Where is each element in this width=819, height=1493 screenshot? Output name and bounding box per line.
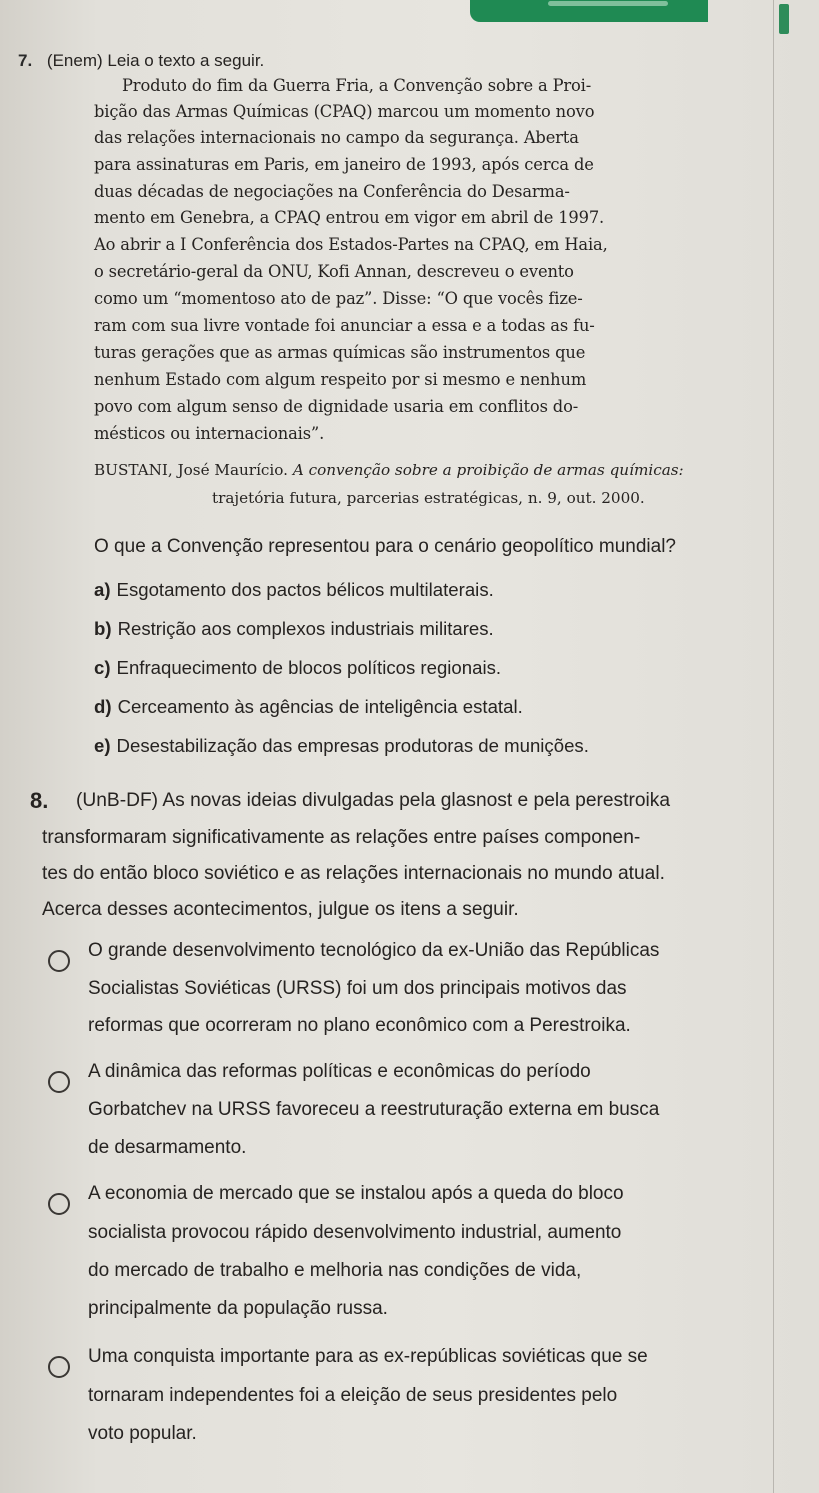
q7-passage-line: Ao abrir a I Conferência dos Estados-Partes na CPAQ, em Haia, bbox=[94, 235, 608, 254]
q8-stem-line: transformaram significativamente as relações entre países componen- bbox=[42, 827, 641, 848]
q7-passage-line: povo com algum senso de dignidade usaria em conflitos do- bbox=[94, 397, 579, 416]
q7-source: (Enem) Leia o texto a seguir. bbox=[46, 51, 265, 70]
q7-option-b[interactable]: b) Restrição aos complexos industriais militares. bbox=[94, 618, 494, 639]
q7-passage-line: para assinaturas em Paris, em janeiro de 1993, após cerca de bbox=[94, 155, 594, 174]
item-3-radio[interactable] bbox=[48, 1193, 70, 1215]
item-3-line: do mercado de trabalho e melhoria nas condições de vida, bbox=[88, 1260, 582, 1281]
citation-title: A convenção sobre a proibição de armas químicas: bbox=[292, 461, 684, 479]
item-1-line: O grande desenvolvimento tecnológico da ex-União das Repúblicas bbox=[88, 940, 660, 961]
citation-author: BUSTANI, José Maurício. bbox=[94, 461, 288, 479]
q7-header bbox=[18, 51, 264, 71]
q7-option-e[interactable]: e) Desestabilização das empresas produtoras de munições. bbox=[94, 735, 589, 756]
item-4-line: tornaram independentes foi a eleição de seus presidentes pelo bbox=[88, 1385, 618, 1406]
item-4-line: voto popular. bbox=[88, 1423, 197, 1444]
item-3-line: principalmente da população russa. bbox=[88, 1298, 388, 1319]
item-3-line: A economia de mercado que se instalou após a queda do bloco bbox=[88, 1183, 624, 1204]
q7-passage-line: ram com sua livre vontade foi anunciar a essa e a todas as fu- bbox=[94, 316, 595, 335]
item-4-line: Uma conquista importante para as ex-repúblicas soviéticas que se bbox=[88, 1346, 648, 1367]
q8-stem-line: tes do então bloco soviético e as relações internacionais no mundo atual. bbox=[42, 863, 665, 884]
q8-stem-line: (UnB-DF) As novas ideias divulgadas pela glasnost e pela perestroika bbox=[76, 790, 671, 811]
q7-option-c[interactable]: c) Enfraquecimento de blocos políticos regionais. bbox=[94, 657, 502, 678]
q8-number: 8. bbox=[30, 788, 49, 813]
header-decoration bbox=[548, 1, 668, 6]
item-1-radio[interactable] bbox=[48, 950, 70, 972]
corner-tab bbox=[779, 4, 789, 34]
q7-number: 7. bbox=[18, 51, 33, 70]
item-2-radio[interactable] bbox=[48, 1071, 70, 1093]
q7-passage-line: turas gerações que as armas químicas são instrumentos que bbox=[94, 343, 586, 362]
citation-details: trajetória futura, parcerias estratégicas, n. 9, out. 2000. bbox=[212, 489, 645, 507]
q7-passage-line: como um “momentoso ato de paz”. Disse: “O que vocês fize- bbox=[94, 289, 583, 308]
item-1-line: Socialistas Soviéticas (URSS) foi um dos principais motivos das bbox=[88, 978, 627, 999]
q7-passage-line: mésticos ou internacionais”. bbox=[94, 424, 325, 443]
q8-stem-line: Acerca desses acontecimentos, julgue os itens a seguir. bbox=[42, 899, 519, 920]
q7-option-a[interactable]: a) Esgotamento dos pactos bélicos multilaterais. bbox=[94, 579, 494, 600]
item-3-line: socialista provocou rápido desenvolvimento industrial, aumento bbox=[88, 1222, 622, 1243]
item-4-radio[interactable] bbox=[48, 1356, 70, 1378]
q7-prompt: O que a Convenção representou para o cenário geopolítico mundial? bbox=[94, 536, 676, 557]
item-2-line: de desarmamento. bbox=[88, 1137, 247, 1158]
q7-passage-line: nenhum Estado com algum respeito por si mesmo e nenhum bbox=[94, 370, 587, 389]
item-2-line: Gorbatchev na URSS favoreceu a reestruturação externa em busca bbox=[88, 1099, 660, 1120]
q7-passage-line: duas décadas de negociações na Conferência do Desarma- bbox=[94, 182, 570, 201]
q7-citation bbox=[94, 461, 684, 479]
item-2-line: A dinâmica das reformas políticas e econômicas do período bbox=[88, 1061, 591, 1082]
item-1-line: reformas que ocorreram no plano econômico com a Perestroika. bbox=[88, 1015, 631, 1036]
q7-passage-line: Produto do fim da Guerra Fria, a Convenção sobre a Proi- bbox=[122, 76, 592, 95]
q7-passage-line: das relações internacionais no campo da segurança. Aberta bbox=[94, 128, 579, 147]
q7-passage-line: mento em Genebra, a CPAQ entrou em vigor em abril de 1997. bbox=[94, 208, 605, 227]
q7-passage-line: o secretário-geral da ONU, Kofi Annan, descreveu o evento bbox=[94, 262, 574, 281]
q7-passage-line: bição das Armas Químicas (CPAQ) marcou um momento novo bbox=[94, 102, 595, 121]
page-edge bbox=[773, 0, 774, 1493]
q7-option-d[interactable]: d) Cerceamento às agências de inteligência estatal. bbox=[94, 696, 523, 717]
